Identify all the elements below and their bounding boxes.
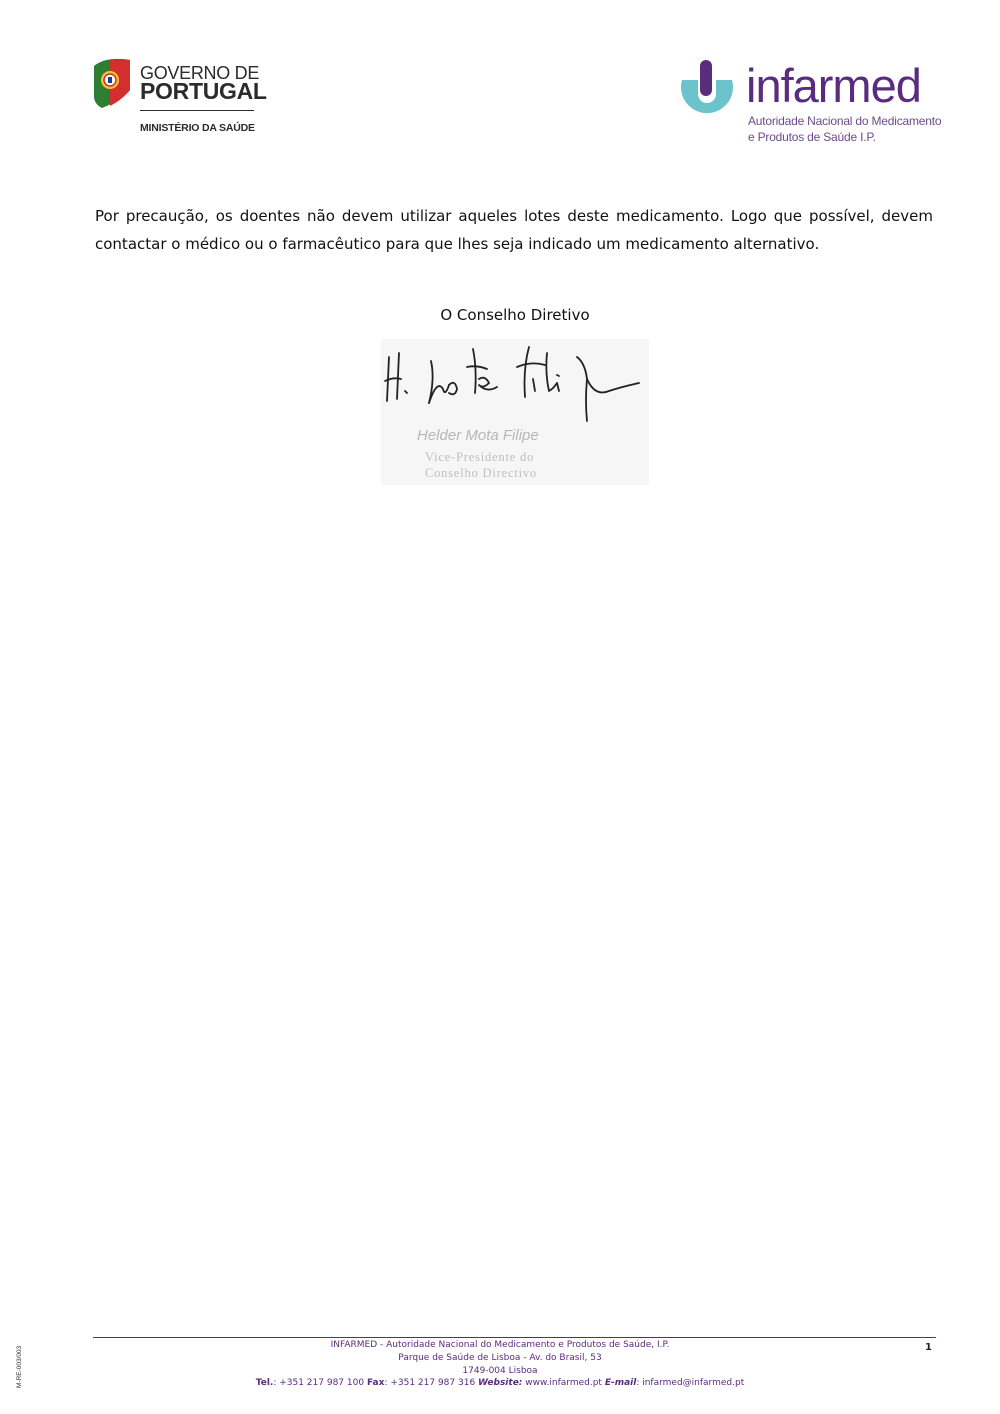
footer-tel-label: Tel. <box>255 1378 274 1389</box>
stamp-name: Helder Mota Filipe <box>417 427 539 444</box>
body-paragraph: Por precaução, os doentes não devem utilizar aqueles lotes deste medicamento. Logo que possível, devem contactar o médico ou o farmacêutico para que lhes seja indicado um medicamento alternativo. <box>95 207 933 253</box>
document-reference-code: M-RE-003/003 <box>16 1345 23 1388</box>
footer-contact-line <box>0 1377 1000 1390</box>
footer-email-label: E-mail <box>604 1378 637 1389</box>
stamp-role-line2: Conselho Directivo <box>425 466 537 480</box>
footer-website-link[interactable]: www.infarmed.pt <box>522 1378 602 1389</box>
portugal-flag-shield-icon <box>92 56 132 112</box>
footer-website-label: Website: <box>478 1378 523 1389</box>
footer-fax-label: Fax <box>366 1378 385 1389</box>
footer-line3: 1749-004 Lisboa <box>462 1365 538 1376</box>
footer-fax-value: : +351 217 987 316 <box>384 1378 476 1389</box>
infarmed-wordmark: infarmed <box>746 59 921 112</box>
gov-logo-line2: PORTUGAL <box>140 78 267 104</box>
infarmed-subtitle-line1: Autoridade Nacional do Medicamento <box>748 114 942 128</box>
governo-portugal-logo <box>92 56 267 138</box>
handwritten-signature <box>381 339 649 434</box>
infarmed-subtitle-line2: e Produtos de Saúde I.P. <box>748 130 876 144</box>
footer-tel-value: : +351 217 987 100 <box>273 1378 365 1389</box>
footer-divider <box>93 1337 936 1338</box>
signatory-body: O Conselho Diretivo <box>440 306 590 324</box>
footer-email-link[interactable]: : infarmed@infarmed.pt <box>636 1378 745 1389</box>
gov-logo-divider <box>140 110 254 111</box>
page-number: 1 <box>925 1342 932 1353</box>
footer <box>0 1339 1000 1390</box>
infarmed-symbol-icon <box>676 58 738 122</box>
stamp-role-line1: Vice-Presidente do <box>425 450 535 464</box>
infarmed-logo <box>676 58 942 148</box>
footer-line1: INFARMED - Autoridade Nacional do Medicamento e Produtos de Saúde, I.P. <box>330 1340 670 1350</box>
signature-block <box>381 339 649 485</box>
gov-logo-ministry: MINISTÉRIO DA SAÚDE <box>140 122 255 134</box>
gov-logo-line1: GOVERNO DE <box>140 63 260 83</box>
footer-line2: Parque de Saúde de Lisboa - Av. do Brasil, 53 <box>398 1352 602 1363</box>
